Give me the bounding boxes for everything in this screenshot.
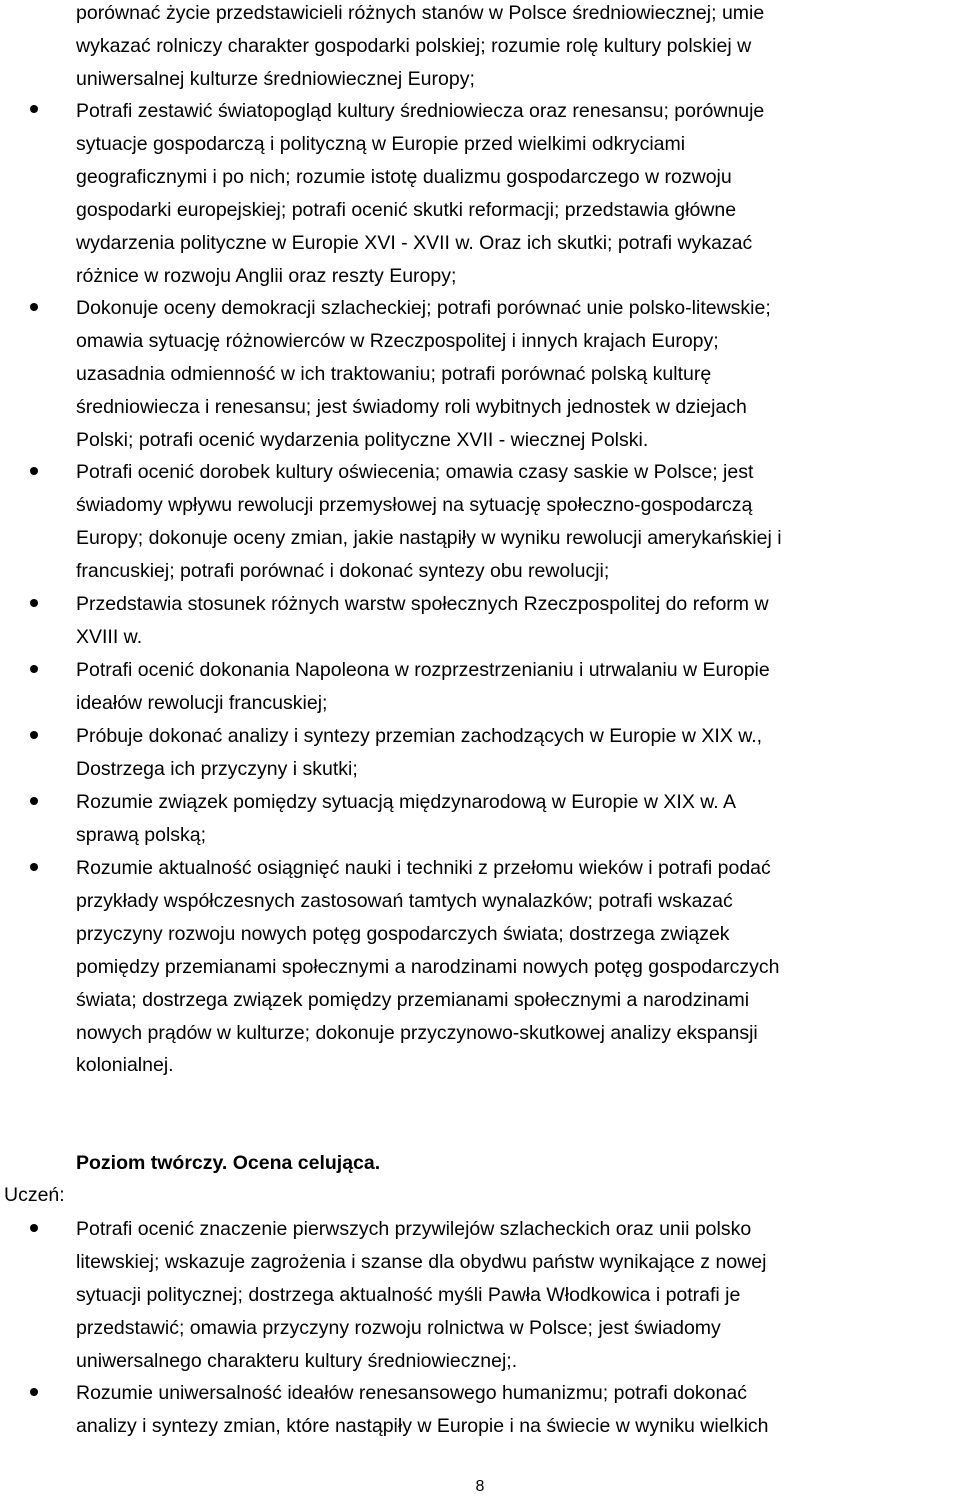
bullet-icon [30, 665, 38, 673]
bullet-icon [30, 731, 38, 739]
bullet-icon [30, 303, 38, 311]
bullet-icon [30, 599, 38, 607]
bullet-icon [30, 797, 38, 805]
list-item: Próbuje dokonać analizy i syntezy przemian zachodzących w Europie w XIX w., Dostrzega ich przyczyny i skutki; [76, 725, 763, 780]
bullet-icon [30, 863, 38, 871]
bullet-icon [30, 1388, 38, 1396]
list-item: Rozumie uniwersalność ideałów renesansowego humanizmu; potrafi dokonać analizy i syntezy zmian, które nastąpiły w Europie i na świecie w wyniku wielkich [76, 1382, 769, 1437]
list-item: Rozumie aktualność osiągnięć nauki i techniki z przełomu wieków i potrafi podać przykłady współczesnych zastosowań tamtych wynalazków; potrafi wskazać przyczyny rozwoju nowych potęg gospodarczych świata; dostrzega związek pomiędzy przemianami społecznymi a narodzinami nowych potęg gospodarczych świata; dostrzega związek pomiędzy przemianami społecznymi a narodzinami nowych prądów w kulturze; dokonuje przyczynowo-skutkowej analizy ekspansji kolonialnej. [76, 857, 780, 1077]
level-heading: Poziom twórczy. Ocena celująca. [76, 1152, 381, 1174]
bullet-icon [30, 105, 38, 113]
continuation-paragraph: porównać życie przedstawicieli różnych stanów w Polsce średniowiecznej; umie wykazać rolniczy charakter gospodarki polskiej; rozumie rolę kultury polskiej w uniwersalnej kulturze średniowiecznej Europy; [76, 2, 765, 90]
list-item: Potrafi ocenić znaczenie pierwszych przywilejów szlacheckich oraz unii polsko litewskiej; wskazuje zagrożenia i szanse dla obydwu państw wynikające z nowej sytuacji politycznej; dostrzega aktualność myśli Pawła Włodkowica i potrafi je przedstawić; omawia przyczyny rozwoju rolnictwa w Polsce; jest świadomy uniwersalnego charakteru kultury średniowiecznej;. [76, 1218, 767, 1372]
list-item: Przedstawia stosunek różnych warstw społecznych Rzeczpospolitej do reform w XVIII w. [76, 593, 769, 648]
bullet-icon [30, 1224, 38, 1232]
list-item: Potrafi zestawić światopogląd kultury średniowiecza oraz renesansu; porównuje sytuacje gospodarczą i polityczną w Europie przed wielkimi odkryciami geograficznymi i po nich; rozumie istotę dualizmu gospodarczego w rozwoju gospodarki europejskiej; potrafi ocenić skutki reformacji; przedstawia główne wydarzenia polityczne w Europie XVI - XVII w. Oraz ich skutki; potrafi wykazać różnice w rozwoju Anglii oraz reszty Europy; [76, 100, 765, 287]
bullet-icon [30, 467, 38, 475]
list-item: Dokonuje oceny demokracji szlacheckiej; potrafi porównać unie polsko-litewskie; omawia sytuację różnowierców w Rzeczpospolitej i innych krajach Europy; uzasadnia odmienność w ich traktowaniu; potrafi porównać polską kulturę średniowiecza i renesansu; jest świadomy roli wybitnych jednostek w dziejach Polski; potrafi ocenić wydarzenia polityczne XVII - wiecznej Polski. [76, 297, 771, 451]
list-item: Potrafi ocenić dorobek kultury oświecenia; omawia czasy saskie w Polsce; jest świadomy wpływu rewolucji przemysłowej na sytuację społeczno-gospodarczą Europy; dokonuje oceny zmian, jakie nastąpiły w wyniku rewolucji amerykańskiej i francuskiej; potrafi porównać i dokonać syntezy obu rewolucji; [76, 461, 782, 582]
list-item: Rozumie związek pomiędzy sytuacją międzynarodową w Europie w XIX w. A sprawą polską; [76, 791, 737, 846]
list-item: Potrafi ocenić dokonania Napoleona w rozprzestrzenianiu i utrwalaniu w Europie ideałów rewolucji francuskiej; [76, 659, 770, 714]
student-label: Uczeń: [4, 1184, 65, 1206]
page-number: 8 [475, 1478, 485, 1495]
